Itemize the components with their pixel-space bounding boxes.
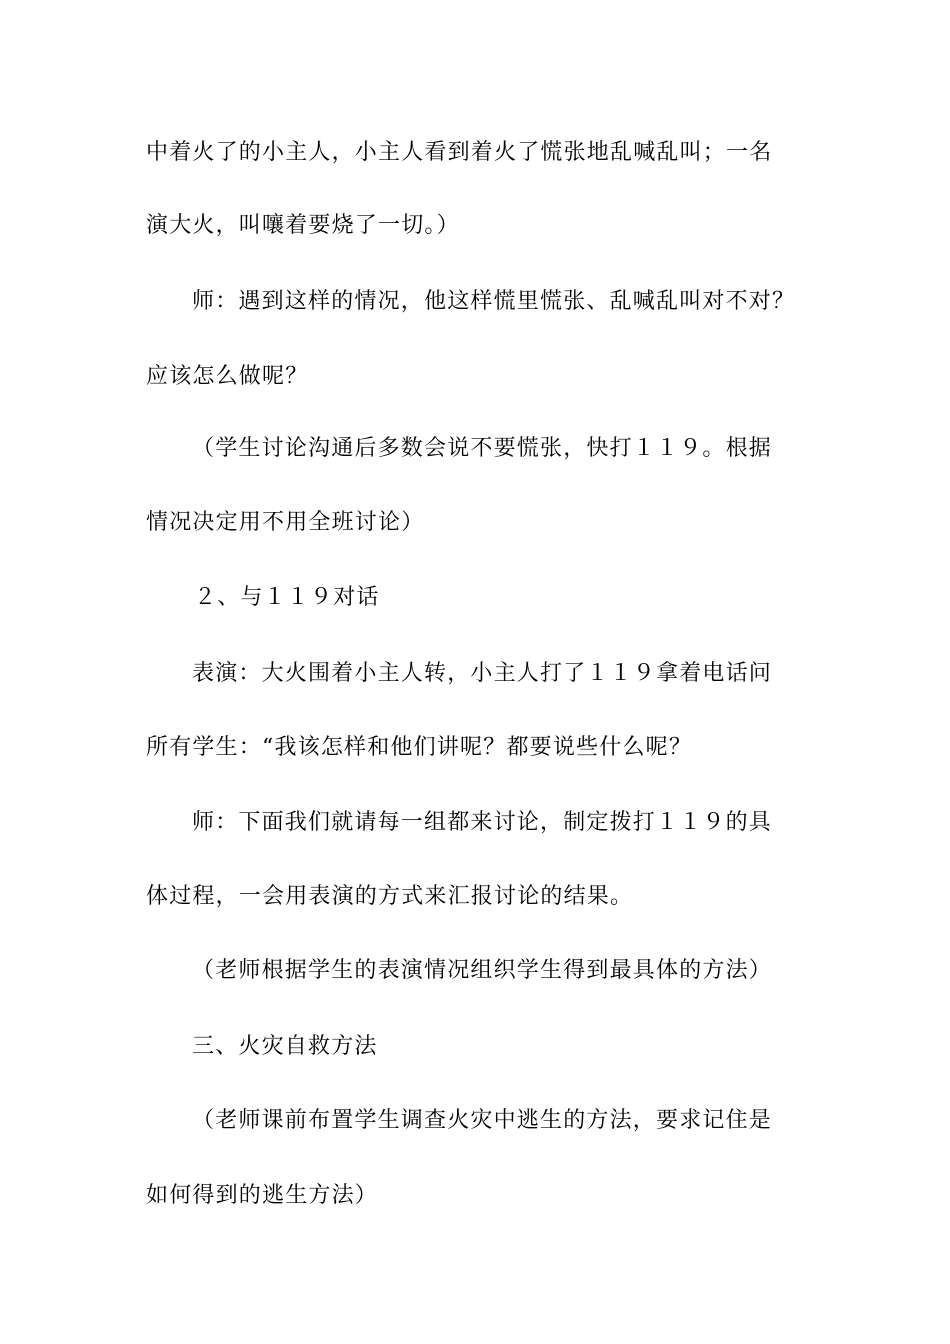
paragraph-line-12: （老师根据学生的表演情况组织学生得到最具体的方法） [192,958,773,983]
paragraph-line-15: 如何得到的逃生方法） [146,1183,379,1208]
paragraph-line-3: 师：遇到这样的情况，他这样慌里慌张、乱喊乱叫对不对？ [192,289,796,314]
paragraph-line-1: 中着火了的小主人，小主人看到着火了慌张地乱喊乱叫；一名 [146,140,773,165]
paragraph-line-5: （学生讨论沟通后多数会说不要慌张，快打１１９。根据 [192,436,773,461]
paragraph-line-10: 师：下面我们就请每一组都来讨论，制定拨打１１９的具 [192,810,773,835]
paragraph-line-9: 所有学生：“我该怎样和他们讲呢？都要说些什么呢？ [146,735,693,760]
paragraph-line-2: 演大火，叫嚷着要烧了一切。） [146,213,460,238]
paragraph-line-14: （老师课前布置学生调查火灾中逃生的方法，要求记住是 [192,1108,773,1133]
section-heading-2: ２、与１１９对话 [194,585,380,610]
paragraph-line-11: 体过程，一会用表演的方式来汇报讨论的结果。 [146,884,634,909]
paragraph-line-6: 情况决定用不用全班讨论） [146,510,425,535]
section-heading-3: 三、火灾自救方法 [192,1034,378,1059]
paragraph-line-8: 表演：大火围着小主人转，小主人打了１１９拿着电话问 [192,661,773,686]
paragraph-line-4: 应该怎么做呢？ [146,364,309,389]
